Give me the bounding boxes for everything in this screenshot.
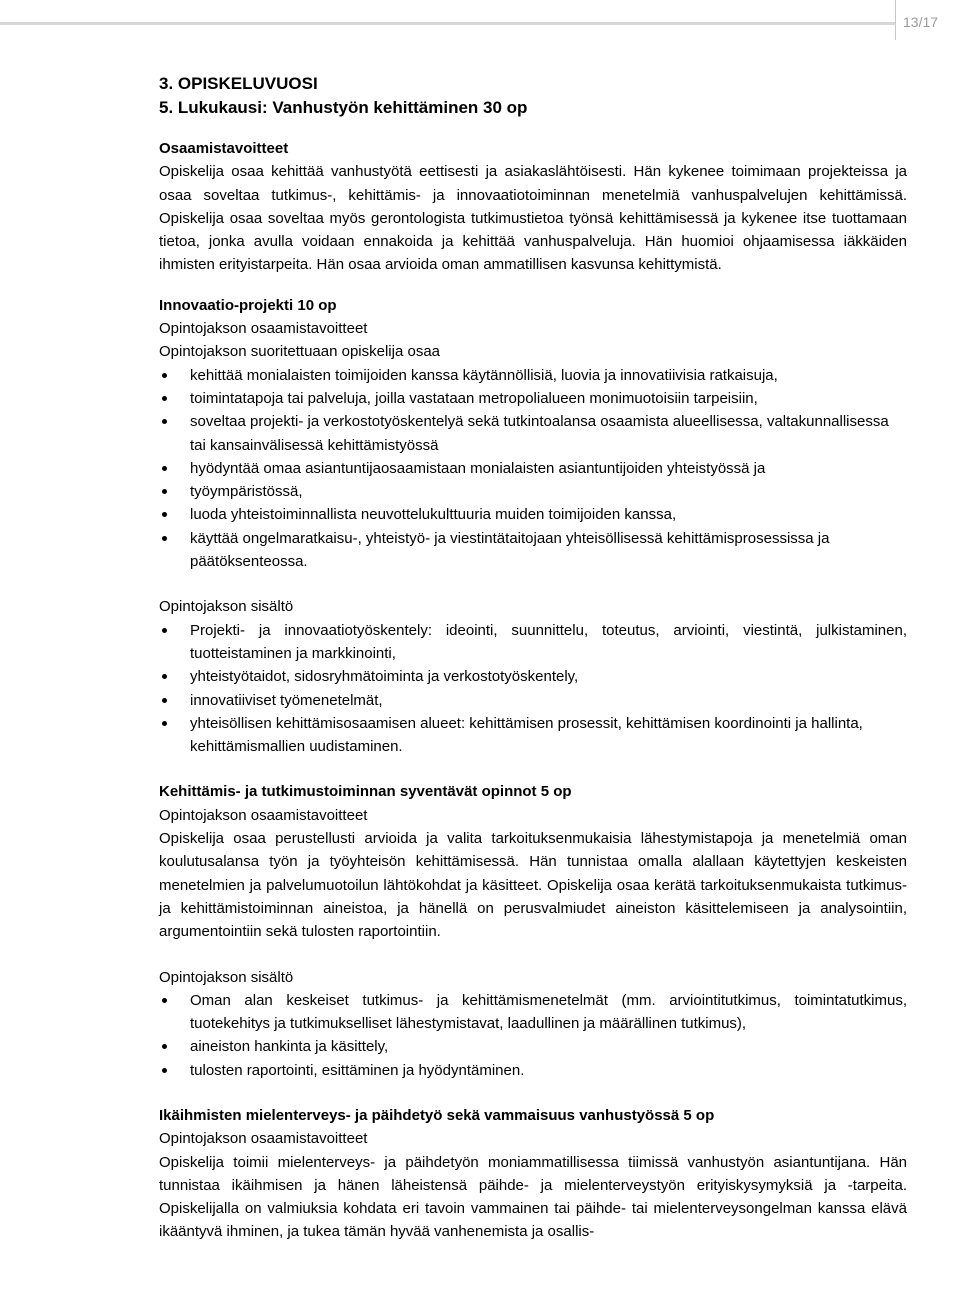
- intro-heading: Osaamistavoitteet: [159, 140, 289, 157]
- course-goals-label: Opintojakson osaamistavoitteet: [159, 320, 368, 338]
- list-item: innovatiiviset työmenetelmät,: [159, 689, 907, 712]
- list-item: luoda yhteistoiminnallista neuvottelukulttuuria muiden toimijoiden kanssa,: [159, 503, 907, 526]
- list-item: tulosten raportointi, esittäminen ja hyödyntäminen.: [159, 1059, 907, 1082]
- page-header: [0, 0, 960, 28]
- section-title: 3. OPISKELUVUOSI: [159, 74, 318, 93]
- course-goals-text: Opiskelija osaa perustellusti arvioida ja valita tarkoituksenmukaisia lähestymistapoja ja menetelmiä oman koulutusalansa työn ja työyhteisön kehittämisessä. Hän tunnistaa omalla alallaan käytettyjen keskeisten menetelmien ja palvelumuotoilun lähtökohdat ja käsitteet. Opiskelija osaa kerätä tarkoituksenmukaista tutkimus- ja kehittämistoiminnan aineistoa, ja hänellä on perusvalmiudet aineiston käsittelemiseen ja analysointiin, argumentointiin sekä tulosten raportointiin.: [159, 830, 907, 941]
- header-rule: [0, 22, 895, 25]
- intro-text: Opiskelija osaa kehittää vanhustyötä eettisesti ja asiakaslähtöisesti. Hän kykenee toimimaan projekteissa ja osaa soveltaa tutkimus-, kehittämis- ja innovaatiotoiminnan menetelmiä vanhuspalvelujen kehittämissä. Opiskelija osaa soveltaa myös gerontologista tutkimustietoa työnsä kehittämisessä ja kykenee itse tuottamaan tietoa, jonka avulla voidaan ennakoida ja kehittää vanhuspalveluja. Hän huomioi ohjaamisessa iäkkäiden ihmisten erityistarpeita. Hän osaa arvioida oman ammatillisen kasvunsa kehittymistä.: [159, 163, 907, 274]
- list-item: työympäristössä,: [159, 480, 907, 503]
- list-item: soveltaa projekti- ja verkostotyöskentelyä sekä tutkintoalansa osaamista alueellisessa, valtakunnallisessa tai kansainvälisessä kehittämistyössä: [159, 410, 907, 457]
- course-content-label: Opintojakson sisältö: [159, 968, 294, 986]
- chapter-title: 5. Lukukausi: Vanhustyön kehittäminen 30 op: [159, 98, 528, 117]
- course-goals-text: Opiskelija toimii mielenterveys- ja päihdetyön moniammatillisessa tiimissä vanhustyön asiantuntijana. Hän tunnistaa ikäihmisen ja hänen läheistensä päihde- ja mielenterveystyön erityiskysymyksiä ja -tarpeita. Opiskelijalla on valmiuksia kohdata eri tavoin vammainen tai päihde- tai mielenterveysongelman kanssa elävä ikääntyvä ihminen, ja tukea tämän hyvää vanhenemista ja osallis-: [159, 1153, 907, 1241]
- list-item: toimintatapoja tai palveluja, joilla vastataan metropolialueen monimuotoisiin tarpeisiin,: [159, 387, 907, 410]
- list-item: Oman alan keskeiset tutkimus- ja kehittämismenetelmät (mm. arviointitutkimus, toimintatutkimus, tuotekehitys ja tutkimukselliset lähestymistavat, laadullinen ja määrällinen tutkimus),: [159, 989, 907, 1036]
- course-goals-label: Opintojakson osaamistavoitteet: [159, 806, 368, 824]
- list-item: yhteisöllisen kehittämisosaamisen alueet: kehittämisen prosessit, kehittämisen koordinointi ja hallinta, kehittämismallien uudistaminen.: [159, 712, 907, 759]
- list-item: kehittää monialaisten toimijoiden kanssa käytännöllisiä, luovia ja innovatiivisia ratkaisuja,: [159, 364, 907, 387]
- list-item: aineiston hankinta ja käsittely,: [159, 1035, 907, 1058]
- course-completed-label: Opintojakson suoritettuaan opiskelija osaa: [159, 343, 441, 361]
- list-item: yhteistyötaidot, sidosryhmätoiminta ja verkostotyöskentely,: [159, 665, 907, 688]
- course-title-research: Kehittämis- ja tutkimustoiminnan syventävät opinnot 5 op: [159, 783, 572, 801]
- course-goals-list: [159, 364, 907, 574]
- document-body: [159, 72, 907, 1244]
- course-title-innovation: Innovaatio-projekti 10 op: [159, 296, 337, 314]
- list-item: Projekti- ja innovaatiotyöskentely: ideointi, suunnittelu, toteutus, arviointi, viestintä, julkistaminen, tuotteistaminen ja markkinointi,: [159, 619, 907, 666]
- course-content-list: [159, 989, 907, 1082]
- course-goals-label: Opintojakson osaamistavoitteet: [159, 1130, 368, 1148]
- list-item: käyttää ongelmaratkaisu-, yhteistyö- ja viestintätaitojaan yhteisöllisessä kehittämisprosessissa ja päätöksenteossa.: [159, 527, 907, 574]
- list-item: hyödyntää omaa asiantuntijaosaamistaan monialaisten asiantuntijoiden yhteistyössä ja: [159, 457, 907, 480]
- page-number: 13/17: [895, 0, 955, 40]
- course-content-list: [159, 619, 907, 759]
- course-title-mental-health: Ikäihmisten mielenterveys- ja päihdetyö sekä vammaisuus vanhustyössä 5 op: [159, 1106, 715, 1124]
- course-content-label: Opintojakson sisältö: [159, 598, 294, 616]
